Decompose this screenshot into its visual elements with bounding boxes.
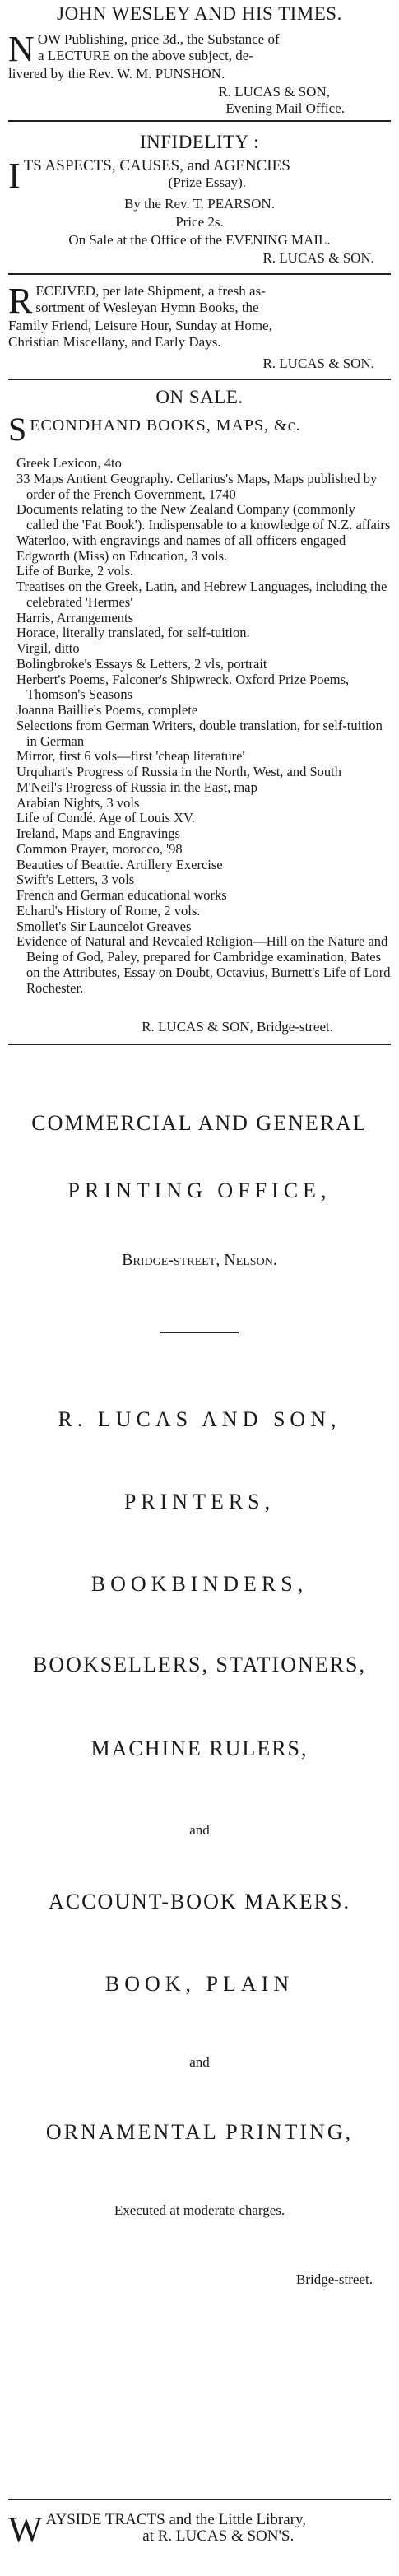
wesley-advert [8, 31, 391, 82]
wayside-advert [8, 2509, 391, 2550]
book-list-item: Selections from German Writers, double translation, for self-tuition in German [16, 717, 383, 749]
infidelity-price: Price 2s. [175, 214, 224, 230]
wayside-line-2: at R. LUCAS & SON'S. [142, 2527, 295, 2545]
onsale-heading [8, 412, 391, 446]
book-list-item: Echard's History of Rome, 2 vols. [16, 902, 201, 918]
book-list-item: Life of Burke, 2 vols. [16, 563, 134, 579]
book-list [8, 456, 391, 996]
lucas-name: R. LUCAS AND SON, [58, 1407, 341, 1431]
onsale-heading-text: ECONDHAND BOOKS, MAPS, &c. [30, 416, 301, 435]
wesley-signature: R. LUCAS & SON, [218, 84, 330, 100]
book-list-item: Treatises on the Greek, Latin, and Hebrew Languages, including the celebrated 'Hermes' [16, 579, 387, 610]
book-list-item: Herbert's Poems, Falconer's Shipwreck. Oxford Prize Poems, Thomson's Seasons [16, 671, 350, 703]
infidelity-sale: On Sale at the Office of the EVENING MAIL. [68, 232, 331, 248]
infidelity-title: INFIDELITY : [139, 132, 260, 152]
book-list-item: Beauties of Beattie. Artillery Exercise [16, 856, 223, 872]
infidelity-drop-cap: I [8, 156, 21, 196]
printing-address: Bridge-street, Nelson. [122, 1251, 277, 1269]
book-list-item: Urquhart's Progress of Russia in the North, West, and South [16, 764, 342, 779]
infidelity-line-2: (Prize Essay). [168, 174, 247, 190]
book-list-item: Life of Condé. Age of Louis XV. [16, 810, 195, 826]
book-list-item: Smollet's Sir Launcelot Greaves [16, 918, 192, 934]
divider [8, 120, 391, 122]
lucas-and-1: and [189, 1822, 210, 1838]
wesley-drop-cap: N [8, 29, 35, 69]
book-list-item: Edgworth (Miss) on Education, 3 vols. [16, 547, 228, 564]
printing-line-1: COMMERCIAL AND GENERAL [31, 1111, 368, 1135]
divider [8, 1044, 391, 1045]
book-list-item: Virgil, ditto [16, 640, 80, 656]
lucas-and-2: and [189, 2054, 210, 2070]
received-advert [8, 283, 391, 351]
wayside-line-1: AYSIDE TRACTS and the Little Library, [45, 2511, 306, 2528]
book-list-item: 33 Maps Antient Geography. Cellarius's Maps, Maps published by order of the French Government, 1740 [16, 470, 378, 502]
received-line-2: sortment of Wesleyan Hymn Books, the [35, 300, 259, 315]
lucas-book-plain: BOOK, PLAIN [104, 1972, 295, 1996]
book-list-item: Waterloo, with engravings and names of all officers engaged [16, 532, 346, 548]
wayside-drop-cap: W [8, 2509, 43, 2550]
infidelity-line-1: TS ASPECTS, CAUSES, and AGENCIES [23, 157, 290, 174]
wesley-office: Evening Mail Office. [225, 100, 345, 116]
infidelity-signature: R. LUCAS & SON. [262, 250, 374, 266]
received-drop-cap: R [8, 281, 33, 321]
lucas-printers: PRINTERS, [123, 1490, 276, 1514]
book-list-item: M'Neil's Progress of Russia in the East, map [16, 779, 257, 795]
received-line-4: Christian Miscellany, and Early Days. [8, 334, 221, 350]
wesley-line-1: OW Publishing, price 3d., the Substance of [37, 31, 280, 47]
book-list-item: Ireland, Maps and Engravings [16, 825, 180, 841]
infidelity-author: By the Rev. T. PEARSON. [124, 196, 275, 212]
wesley-line-2: a LECTURE on the above subject, de- [38, 48, 254, 63]
received-signature: R. LUCAS & SON. [262, 356, 374, 371]
lucas-terms: Executed at moderate charges. [114, 2202, 285, 2218]
lucas-ornamental: ORNAMENTAL PRINTING, [45, 2120, 354, 2144]
onsale-signature: R. LUCAS & SON, Bridge-street. [142, 1019, 333, 1035]
wesley-line-3: livered by the Rev. W. M. PUNSHON. [8, 66, 225, 81]
received-line-3: Family Friend, Leisure Hour, Sunday at Home, [8, 318, 272, 333]
divider [8, 273, 391, 275]
book-list-item: French and German educational works [16, 887, 227, 903]
short-divider [160, 1332, 239, 1333]
book-list-item: Documents relating to the New Zealand Company (commonly called the 'Fat Book'). Indispensable to a knowledge of N.Z. affairs [16, 501, 391, 532]
book-list-item: Horace, literally translated, for self-tuition. [16, 625, 250, 641]
lucas-account-books: ACCOUNT-BOOK MAKERS. [49, 1890, 350, 1913]
infidelity-advert [8, 156, 391, 196]
lucas-booksellers: BOOKSELLERS, STATIONERS, [33, 1653, 366, 1676]
book-list-item: Joanna Baillie's Poems, complete [16, 702, 198, 718]
book-list-item: Mirror, first 6 vols—first 'cheap literature' [16, 748, 245, 765]
onsale-title: ON SALE. [155, 387, 244, 407]
lucas-bookbinders: BOOKBINDERS, [90, 1572, 309, 1596]
book-list-item: Swift's Letters, 3 vols [16, 872, 135, 888]
divider [8, 379, 391, 380]
book-list-item: Arabian Nights, 3 vols [16, 794, 140, 811]
received-line-1: ECEIVED, per late Shipment, a fresh as- [35, 283, 266, 299]
wesley-title: JOHN WESLEY AND HIS TIMES. [57, 3, 342, 24]
divider [8, 2499, 391, 2500]
book-list-item: Evidence of Natural and Revealed Religion—Hill on the Nature and Being of God, Paley, prepared for Cambridge examination, Bates on the Attributes, Essay on Doubt, Octavius, Burnett's Life of Lord Rochester. [16, 933, 391, 996]
book-list-item: Bolingbroke's Essays & Letters, 2 vls, portrait [16, 655, 267, 672]
book-list-item: Greek Lexicon, 4to [16, 455, 122, 471]
printing-line-2: PRINTING OFFICE, [67, 1179, 332, 1202]
onsale-drop-cap: S [8, 411, 27, 448]
book-list-item: Common Prayer, morocco, '98 [16, 840, 183, 857]
lucas-street: Bridge-street. [296, 2271, 373, 2287]
book-list-item: Harris, Arrangements [16, 609, 134, 625]
lucas-machine-rulers: MACHINE RULERS, [90, 1737, 309, 1760]
